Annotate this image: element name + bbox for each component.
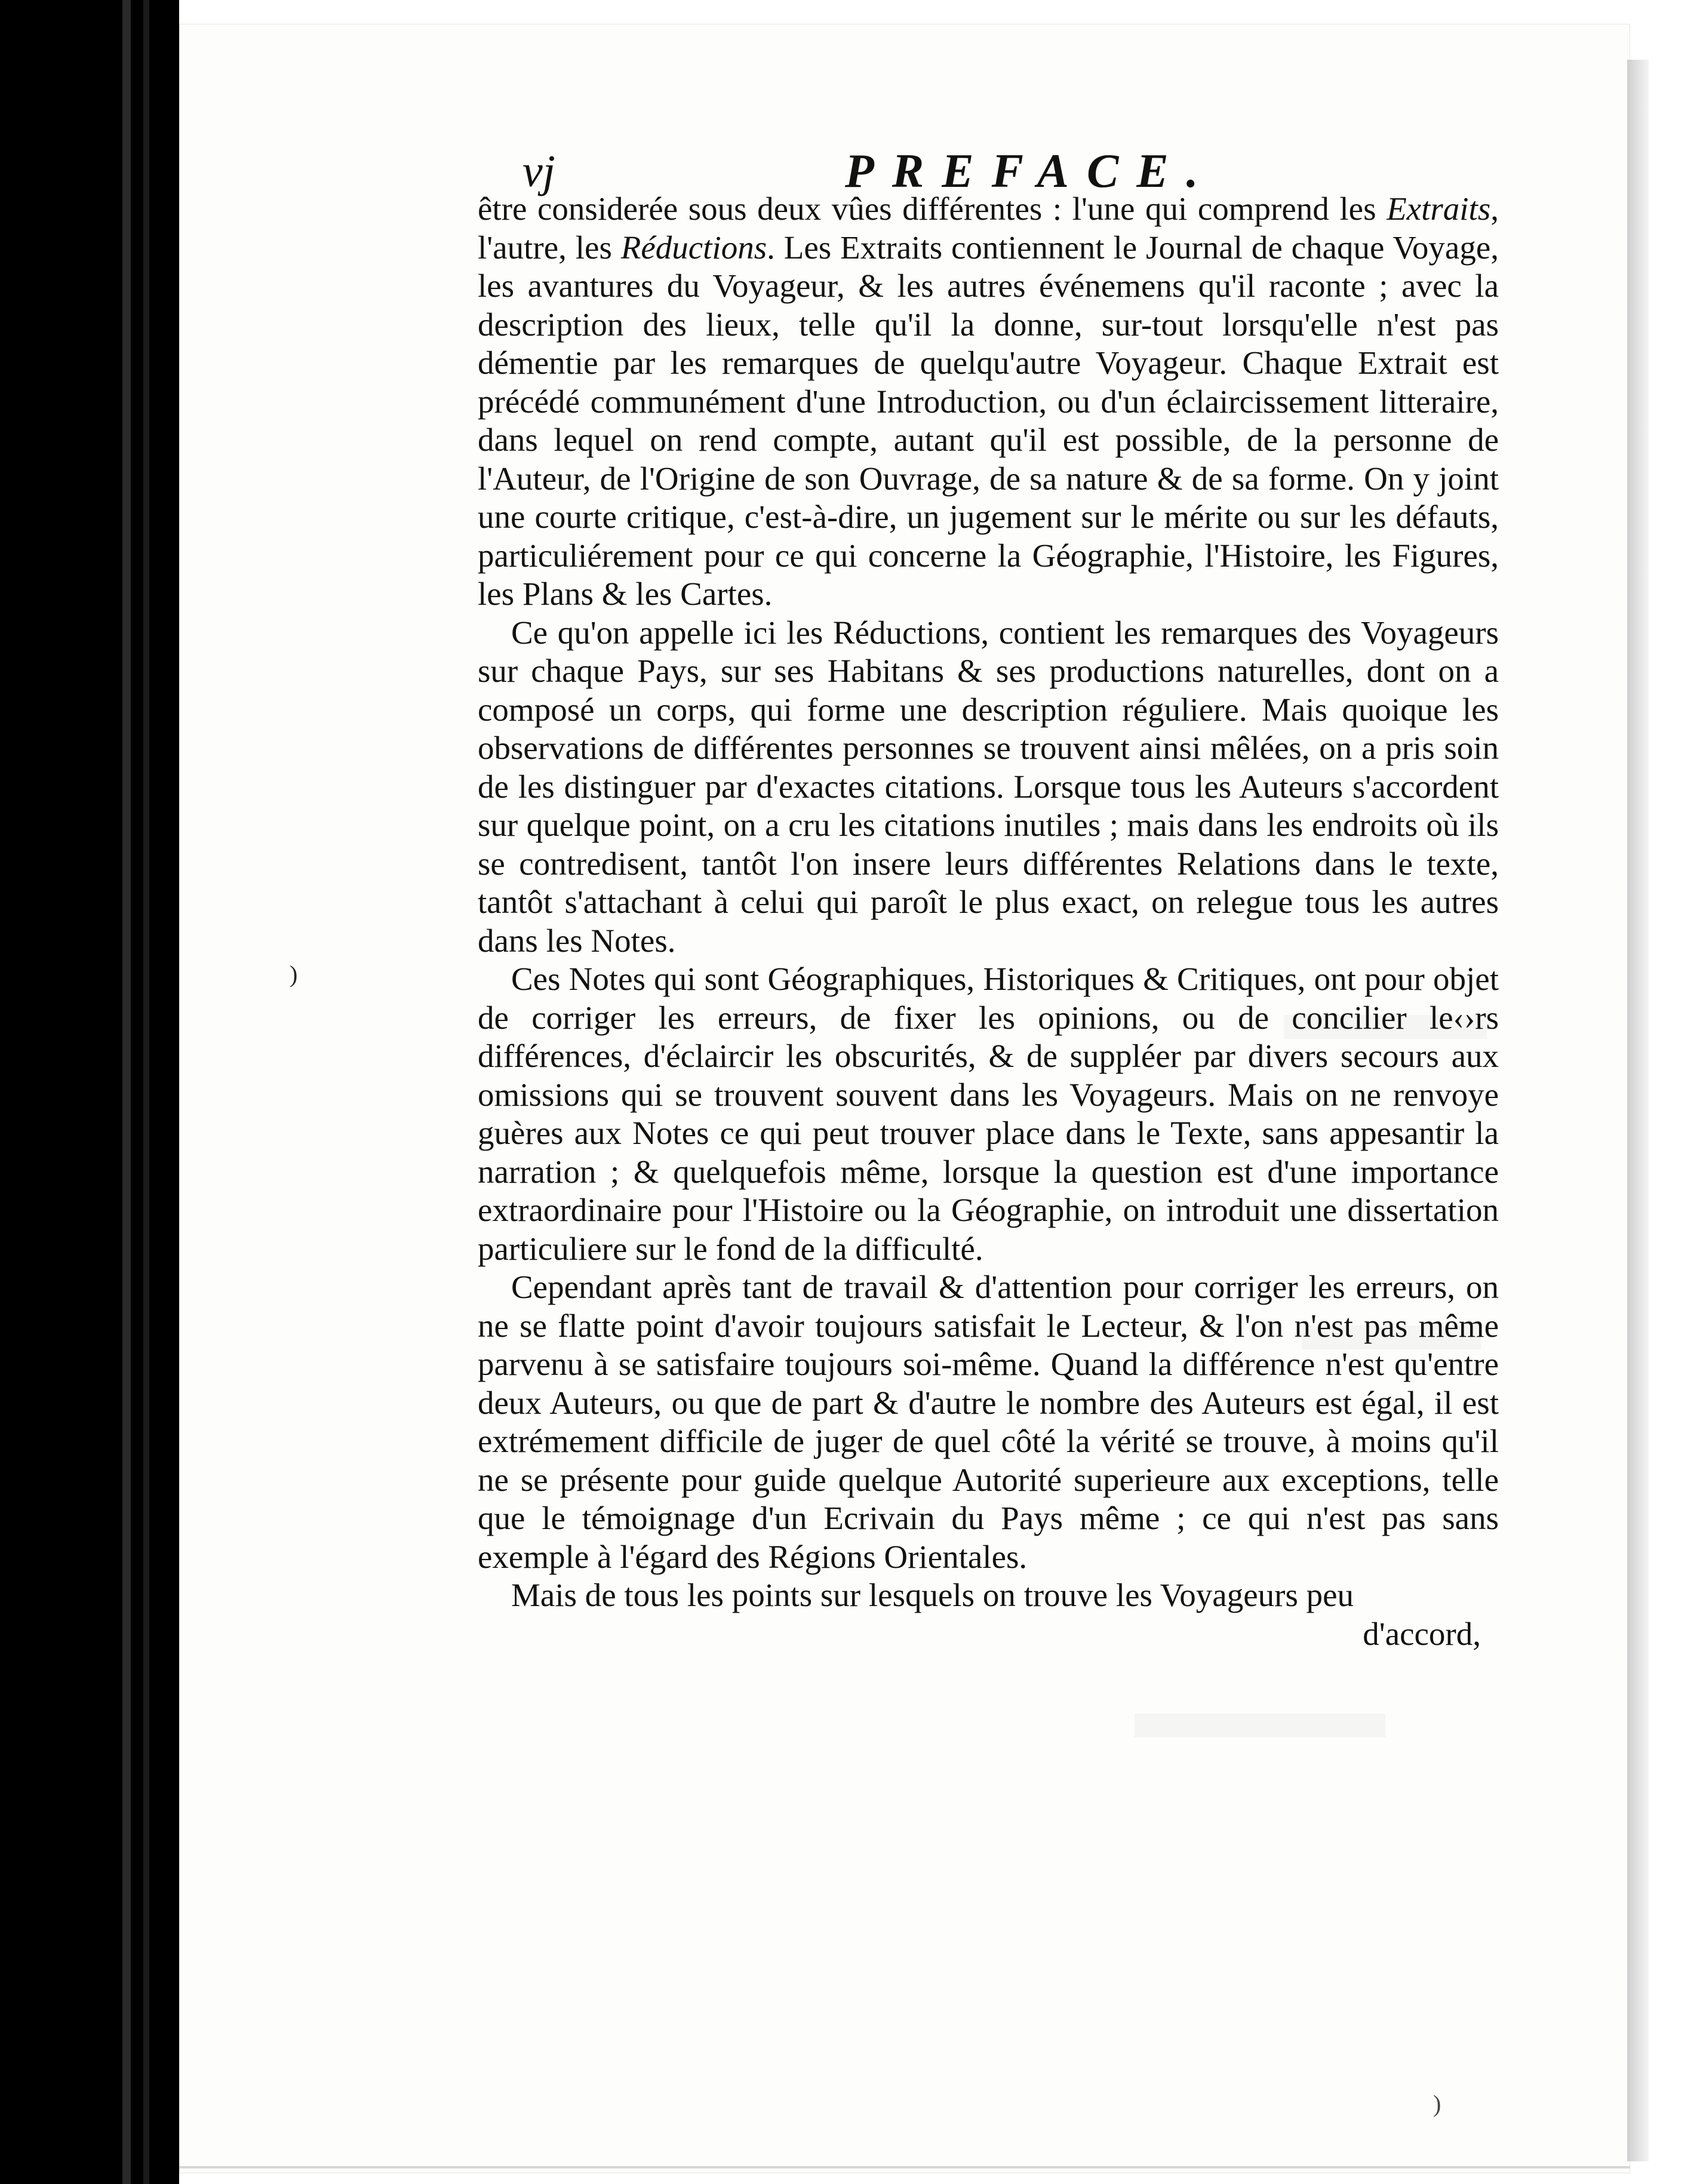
body-text — [478, 190, 1499, 1653]
paragraph: Mais de tous les points sur lesquels on trouve les Voyageurs peu — [511, 1577, 1354, 1613]
scan-border — [0, 0, 179, 2184]
running-head: PREFACE. — [845, 145, 1216, 198]
page-bottom-edge — [179, 2166, 1630, 2168]
scan-border-line — [143, 0, 149, 2184]
page-edge-shadow — [1627, 60, 1649, 2161]
paragraph: être considerée sous deux vûes différentes : l'une qui comprend les Extraits, l'autre, les Réductions. Les Extraits contiennent le Journal de chaque Voyage, les avantures du Voyageur, & les autres événemens qu'il raconte ; avec la description des lieux, telle qu'il la donne, sur-tout lorsqu'elle n'est pas démentie par les remarques de quelqu'autre Voyageur. Chaque Extrait est précédé communément d'une Introduction, ou d'un éclaircissement litteraire, dans lequel on rend compte, autant qu'il est possible, de la personne de l'Auteur, de l'Origine de son Ouvrage, de sa nature & de sa forme. On y joint une courte critique, c'est-à-dire, un jugement sur le mérite ou sur les défauts, particuliérement pour ce qui concerne la Géographie, l'Histoire, les Figures, les Plans & les Cartes. — [478, 190, 1499, 612]
paragraph: Cependant après tant de travail & d'attention pour corriger les erreurs, on ne se flatte point d'avoir toujours satisfait le Lecteur, & l'on n'est pas même parvenu à se satisfaire toujours soi-même. Quand la différence n'est qu'entre deux Auteurs, ou que de part & d'autre le nombre des Auteurs est égal, il est extrémement difficile de juger de quel côté la vérité se trouve, à moins qu'il ne se présente pour guide quelque Autorité superieure aux exceptions, telle que le témoignage d'un Ecrivain du Pays même ; ce qui n'est pas sans exemple à l'égard des Régions Orientales. — [478, 1269, 1499, 1575]
paragraph: Ce qu'on appelle ici les Réductions, contient les remarques des Voyageurs sur chaque Pays, sur ses Habitans & ses productions naturelles, dont on a composé un corps, qui forme une description réguliere. Mais quoique les observations de différentes personnes se trouvent ainsi mêlées, on a pris soin de les distinguer par d'exactes citations. Lorsque tous les Auteurs s'accordent sur quelque point, on a cru les citations inutiles ; mais dans les endroits où ils se contredisent, tantôt l'on insere leurs différentes Relations dans le texte, tantôt s'attachant à celui qui paroît le plus exact, on relegue tous les autres dans les Notes. — [478, 614, 1499, 959]
margin-mark: ) — [290, 961, 298, 988]
paragraph: Ces Notes qui sont Géographiques, Historiques & Critiques, ont pour objet de corriger les erreurs, de fixer les opinions, ou de concilier le‹›rs différences, d'éclaircir les obscurités, & de suppléer par divers secours aux omissions qui se trouvent souvent dans les Voyageurs. Mais on ne renvoye guères aux Notes ce qui peut trouver place dans le Texte, sans appesantir la narration ; & quelquefois même, lorsque la question est d'une importance extraordinaire pour l'Histoire ou la Géographie, on introduit une dissertation particuliere sur le fond de la difficulté. — [478, 961, 1499, 1267]
margin-mark: ) — [1433, 2090, 1441, 2117]
scan-border-line — [122, 0, 131, 2184]
catchword: d'accord, — [1363, 1615, 1481, 1652]
bleed-through — [1135, 1714, 1385, 1737]
page-number: vj — [522, 146, 555, 196]
